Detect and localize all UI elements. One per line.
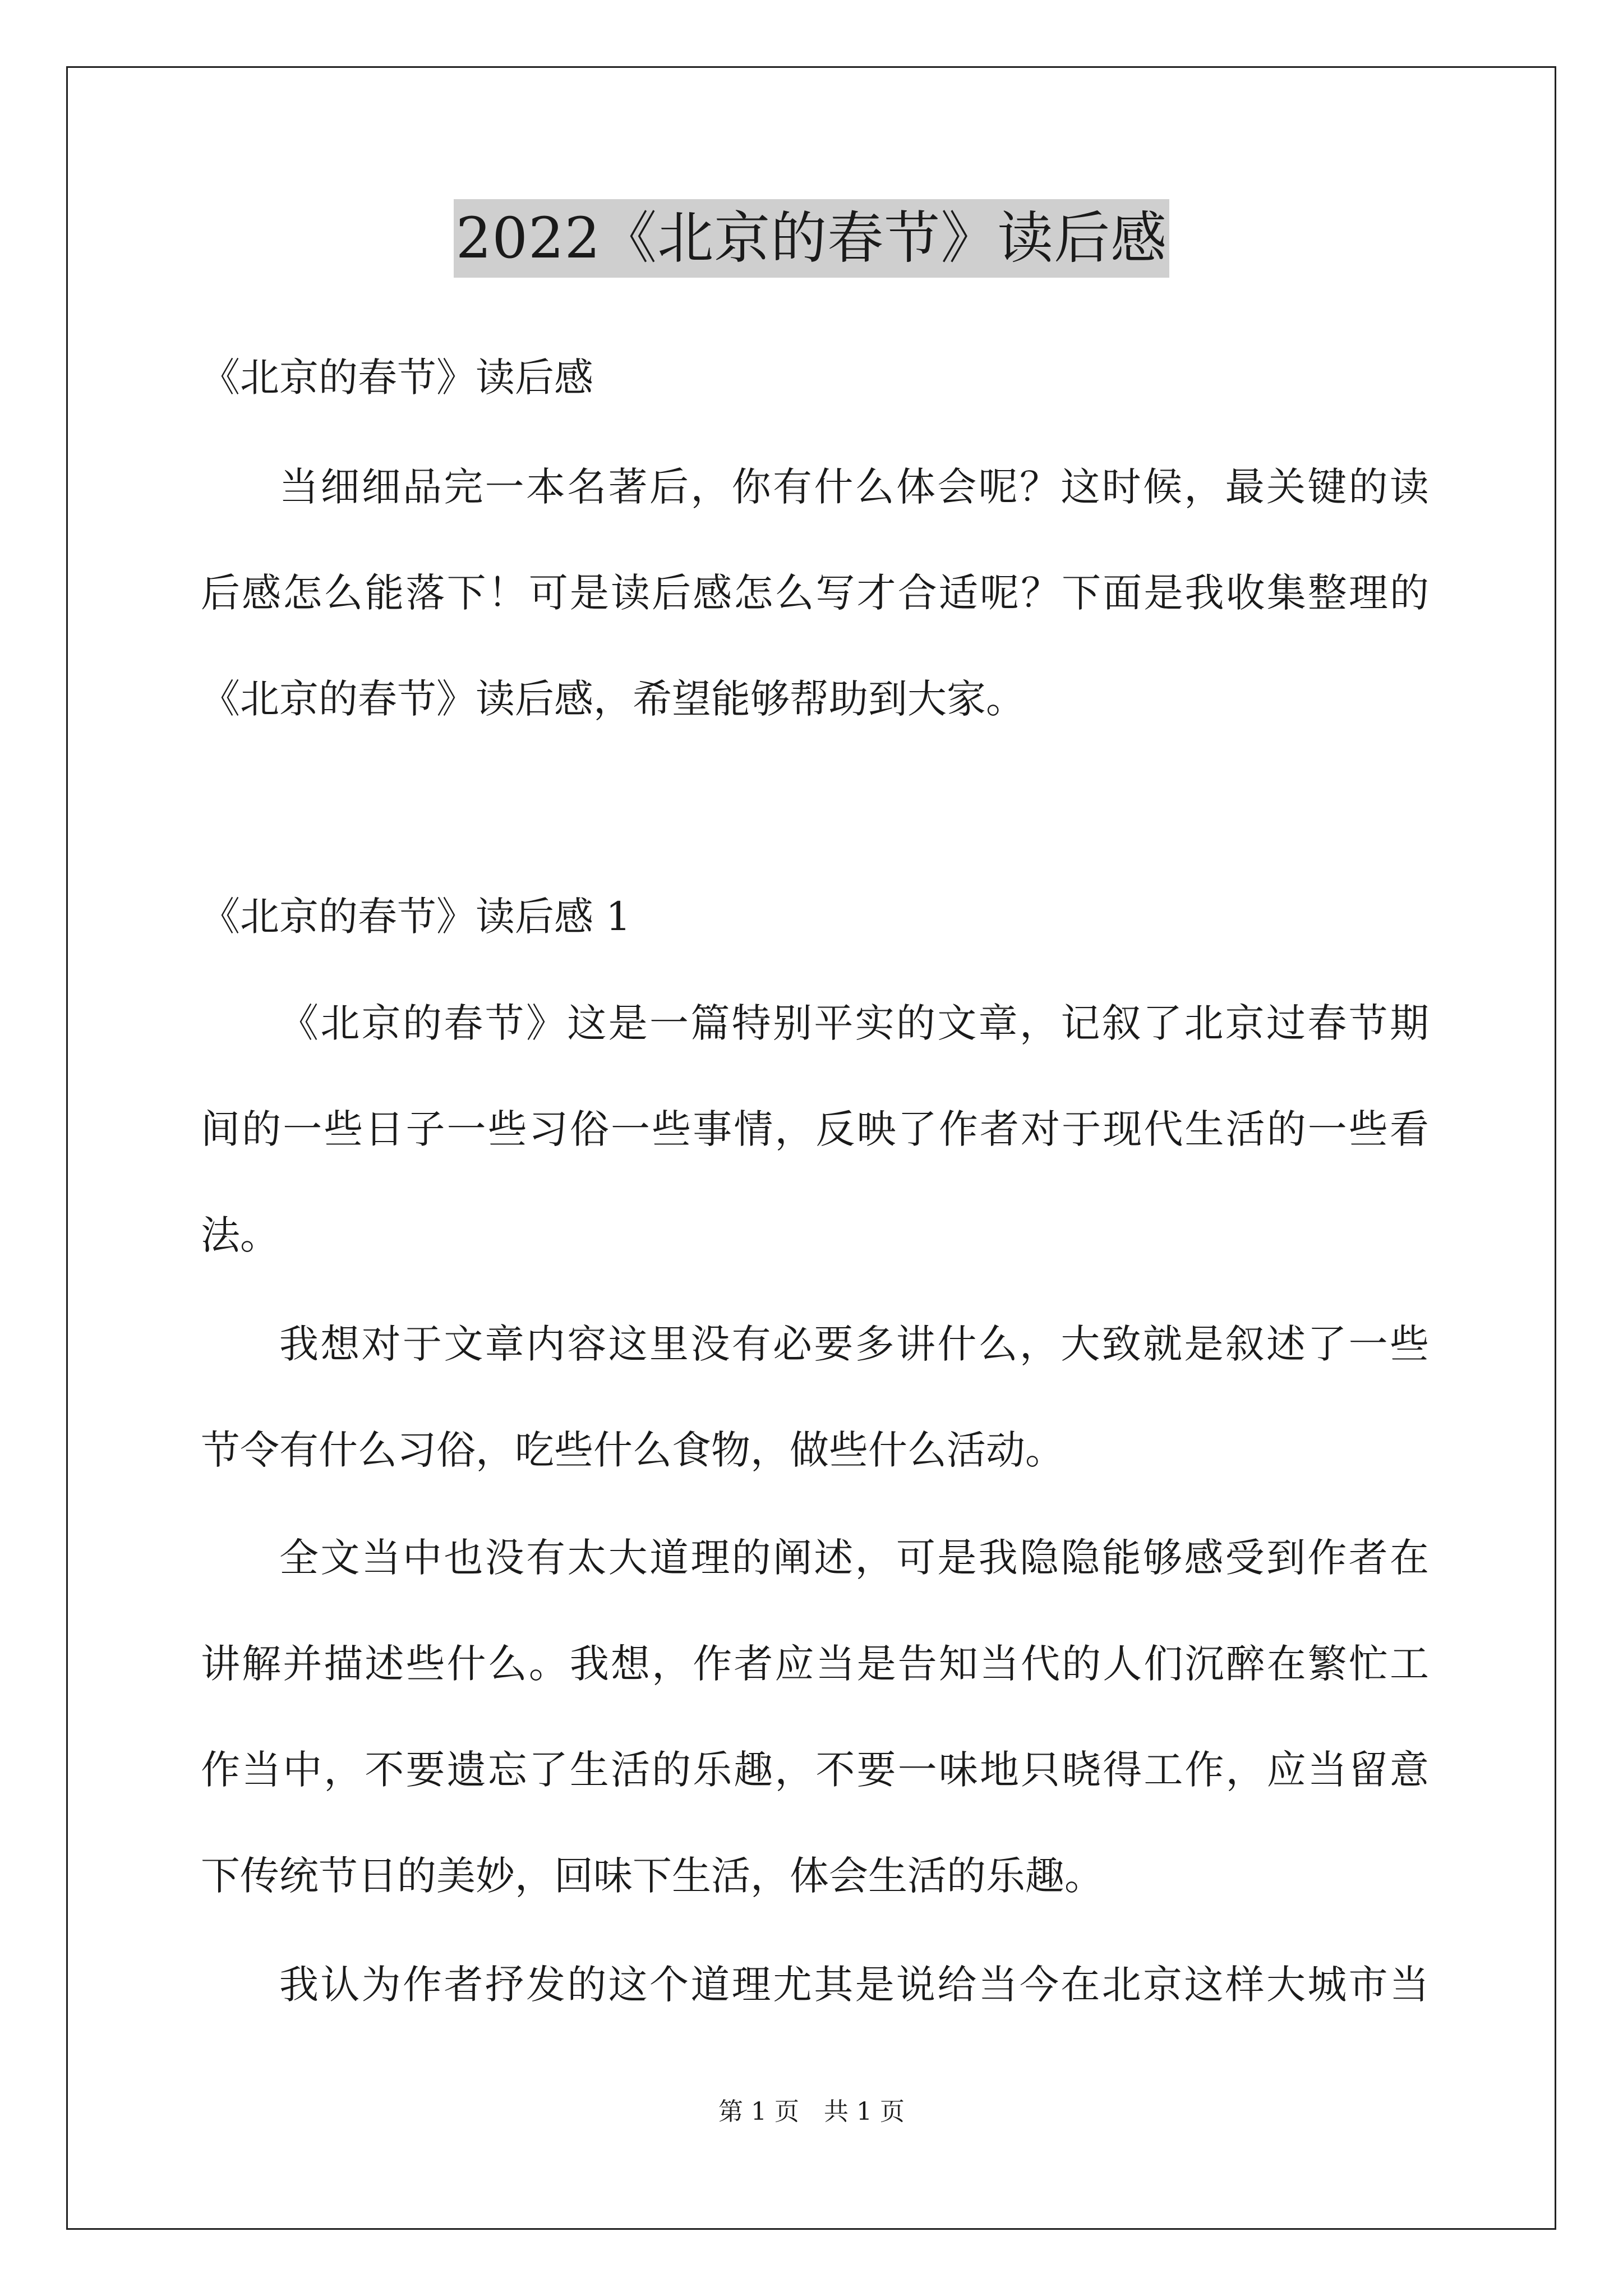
section-heading: 《北京的春节》读后感 1 [201,894,631,940]
subtitle: 《北京的春节》读后感 [201,355,593,401]
body-line-3: 法。 [201,1212,279,1258]
body-line-6: 全文当中也没有太大道理的阐述，可是我隐隐能够感受到作者在 [279,1535,1429,1581]
body-line-10: 我认为作者抒发的这个道理尤其是说给当今在北京这样大城市当 [279,1962,1429,2008]
body-line-4: 我想对于文章内容这里没有必要多讲什么，大致就是叙述了一些 [279,1321,1429,1367]
intro-line-1: 当细细品完一本名著后，你有什么体会呢？这时候，最关键的读 [279,464,1429,510]
body-line-9: 下传统节日的美妙，回味下生活，体会生活的乐趣。 [201,1853,1104,1899]
body-line-2: 间的一些日子一些习俗一些事情，反映了作者对于现代生活的一些看 [201,1106,1429,1152]
intro-line-3: 《北京的春节》读后感，希望能够帮助到大家。 [201,676,1025,722]
body-line-8: 作当中，不要遗忘了生活的乐趣，不要一味地只晓得工作，应当留意 [201,1747,1429,1793]
body-line-5: 节令有什么习俗，吃些什么食物，做些什么活动。 [201,1427,1064,1473]
page-footer: 第 1 页 共 1 页 [718,2097,905,2126]
body-line-7: 讲解并描述些什么。我想，作者应当是告知当代的人们沉醉在繁忙工 [201,1641,1429,1687]
title-block [0,199,1623,278]
document-title: 2022《北京的春节》读后感 [454,199,1170,278]
intro-line-2: 后感怎么能落下！可是读后感怎么写才合适呢？下面是我收集整理的 [201,570,1429,616]
body-line-1: 《北京的春节》这是一篇特别平实的文章，记叙了北京过春节期 [279,1000,1429,1046]
